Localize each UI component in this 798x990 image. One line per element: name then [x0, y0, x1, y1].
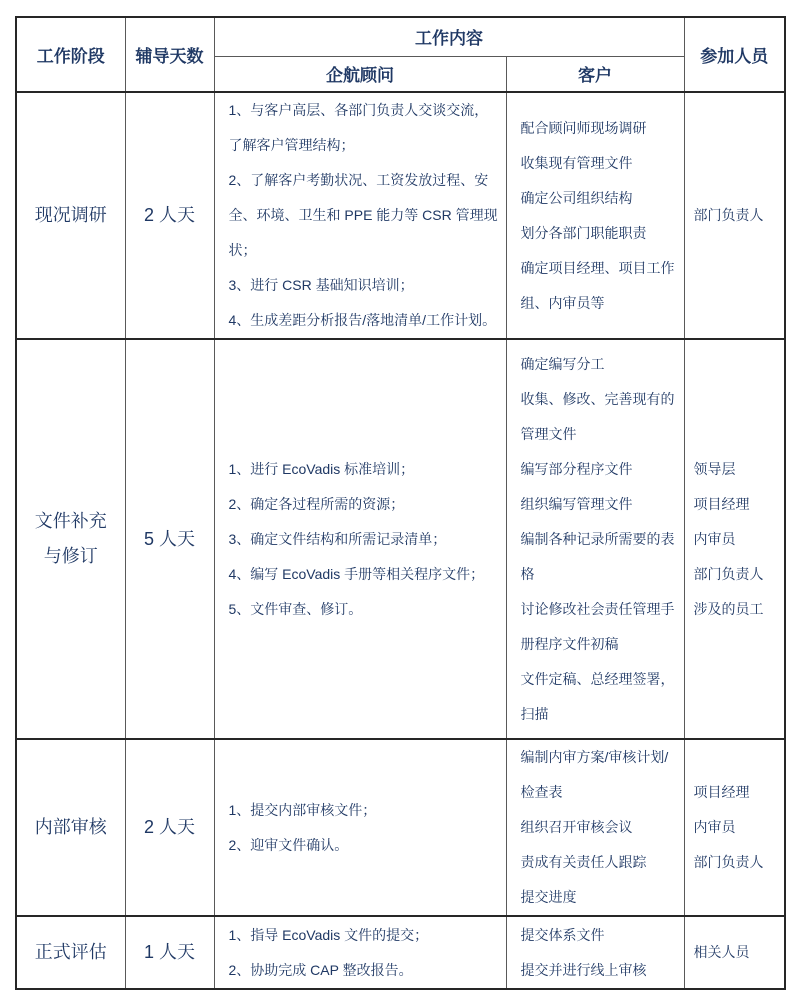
cell-customer-docs	[506, 339, 684, 739]
cell-consultant-assess	[214, 916, 506, 989]
cell-phase-survey	[16, 92, 125, 339]
row-docs	[16, 339, 785, 739]
cell-consultant-audit	[214, 739, 506, 916]
task-item: 5、文件审查、修订。	[228, 600, 363, 617]
cell-consultant-survey	[214, 92, 506, 339]
participant-item: 部门负责人	[693, 565, 764, 582]
task-item: 划分各部门职能职责	[520, 224, 647, 241]
task-item: 编制内审方案/审核计划/检查表	[520, 749, 669, 800]
participant-item: 项目经理	[693, 784, 750, 800]
cell-phase-assess	[16, 916, 125, 989]
cell-participants-survey	[684, 92, 785, 339]
participant-item: 内审员	[693, 530, 736, 547]
task-item: 1、与客户高层、各部门负责人交谈交流，了解客户管理结构；	[228, 102, 489, 153]
header-consultant: 企航顾问	[214, 56, 506, 92]
participant-item: 相关人员	[693, 944, 750, 960]
cell-customer-survey	[506, 92, 684, 339]
task-item: 1、提交内部审核文件；	[228, 801, 377, 818]
header-customer: 客户	[506, 56, 684, 92]
participant-item: 涉及的员工	[693, 600, 764, 617]
participant-item: 领导层	[693, 460, 736, 477]
phase-label: 内部审核	[34, 817, 107, 837]
header-days: 辅导天数	[125, 17, 214, 92]
task-item: 确定编写分工	[520, 355, 605, 372]
cell-phase-docs	[16, 339, 125, 739]
task-item: 组织编写管理文件	[520, 495, 633, 512]
row-audit	[16, 739, 785, 916]
phase-label: 文件补充	[34, 511, 107, 531]
cell-participants-docs	[684, 339, 785, 739]
task-item: 1、进行 EcoVadis 标准培训；	[228, 460, 415, 477]
task-item: 收集、修改、完善现有的管理文件	[520, 390, 675, 442]
task-item: 3、确定文件结构和所需记录清单；	[228, 530, 447, 547]
participant-item: 部门负责人	[693, 207, 764, 223]
cell-phase-audit	[16, 739, 125, 916]
task-item: 2、确定各过程所需的资源；	[228, 495, 405, 512]
task-item: 责成有关责任人跟踪	[520, 854, 647, 870]
task-item: 提交体系文件	[520, 926, 605, 943]
cell-days-survey: 2 人天	[125, 92, 214, 339]
task-item: 4、编写 EcoVadis 手册等相关程序文件；	[228, 565, 485, 582]
task-item: 3、进行 CSR 基础知识培训；	[228, 277, 414, 293]
cell-participants-assess	[684, 916, 785, 989]
cell-customer-audit	[506, 739, 684, 916]
cell-days-assess: 1 人天	[125, 916, 214, 989]
task-item: 确定项目经理、项目工作组、内审员等	[520, 259, 675, 311]
task-item: 文件定稿、总经理签署，扫描	[520, 670, 675, 722]
task-item: 收集现有管理文件	[520, 154, 633, 171]
row-assess	[16, 916, 785, 989]
task-item: 配合顾问师现场调研	[520, 119, 647, 136]
participant-item: 项目经理	[693, 495, 750, 512]
task-item: 组织召开审核会议	[520, 819, 633, 835]
work-plan-table	[15, 16, 786, 990]
task-item: 2、了解客户考勤状况、工资发放过程、安全、环境、卫生和 PPE 能力等 CSR 管理现状；	[228, 172, 498, 258]
cell-participants-audit	[684, 739, 785, 916]
task-item: 编制各种记录所需要的表格	[520, 530, 675, 582]
task-item: 确定公司组织结构	[520, 189, 633, 206]
phase-label: 现况调研	[34, 205, 107, 225]
cell-days-audit: 2 人天	[125, 739, 214, 916]
phase-label: 与修订	[43, 546, 98, 566]
phase-label: 正式评估	[34, 942, 107, 962]
task-item: 提交并进行线上审核	[520, 961, 647, 978]
cell-days-docs: 5 人天	[125, 339, 214, 739]
header-participants: 参加人员	[684, 17, 785, 92]
task-item: 提交进度	[520, 889, 577, 905]
task-item: 讨论修改社会责任管理手册程序文件初稿	[520, 600, 675, 652]
cell-customer-assess	[506, 916, 684, 989]
task-item: 2、迎审文件确认。	[228, 836, 349, 853]
participant-item: 内审员	[693, 819, 736, 835]
cell-consultant-docs	[214, 339, 506, 739]
row-survey	[16, 92, 785, 339]
participant-item: 部门负责人	[693, 854, 764, 870]
header-phase: 工作阶段	[16, 17, 125, 92]
header-content: 工作内容	[214, 17, 684, 56]
task-item: 4、生成差距分析报告/落地清单/工作计划。	[228, 312, 497, 328]
task-item: 1、指导 EcoVadis 文件的提交；	[228, 926, 429, 943]
task-item: 2、协助完成 CAP 整改报告。	[228, 961, 413, 978]
task-item: 编写部分程序文件	[520, 460, 633, 477]
